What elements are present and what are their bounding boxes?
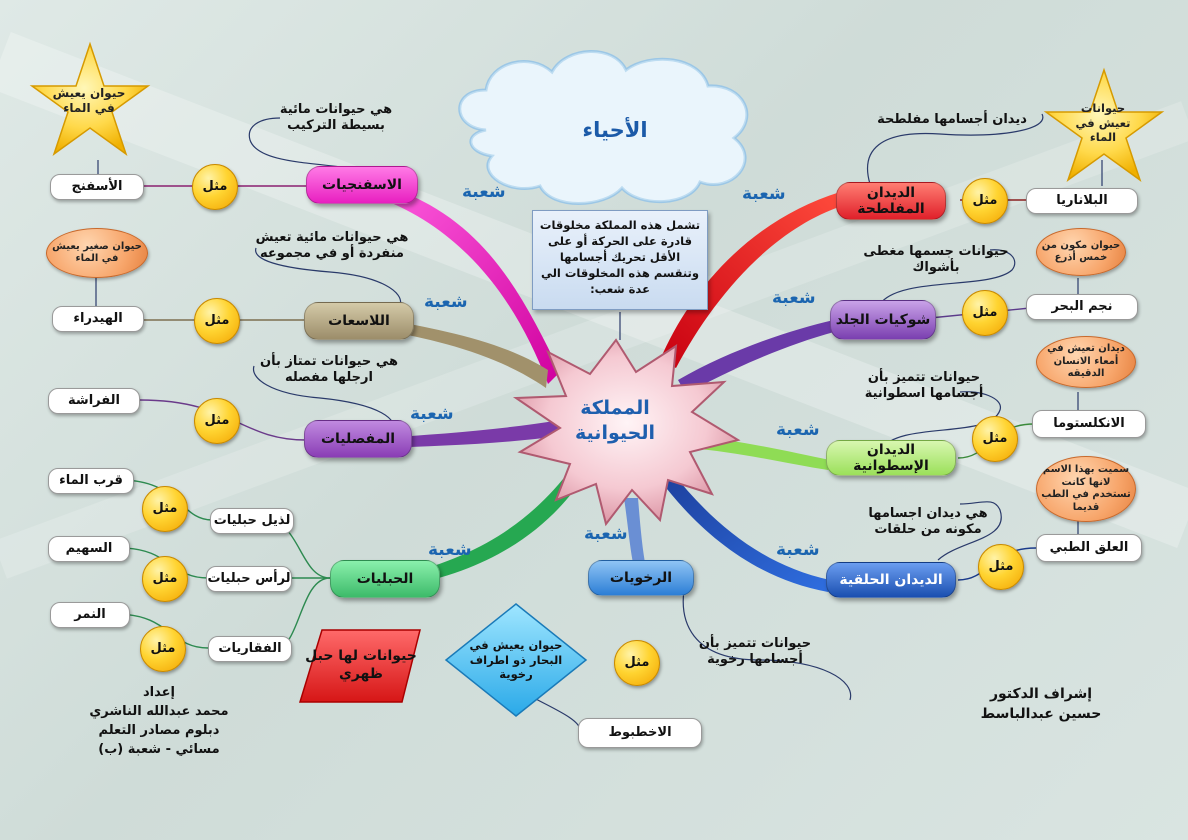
footer-left-line-4: مسائي - شعبة (ب) [98, 741, 220, 757]
branch-word-chordates: شعبة [428, 540, 472, 560]
example-badge-roundworms[interactable]: مثل [972, 416, 1018, 462]
example-roundworms[interactable]: الانكلستوما [1032, 410, 1146, 438]
branch-sponges[interactable]: الاسفنجيات [306, 166, 418, 204]
oval-note-cnidarians: حيوان صغير يعيش في الماء [46, 228, 148, 278]
desc-echinoderms: حيوانات جسمها مغطى بأشواك [863, 244, 1009, 276]
branch-word-cnidarians: شعبة [424, 292, 468, 312]
example-badge-chordates-2[interactable]: مثل [142, 556, 188, 602]
footer-prepared-by [64, 684, 254, 759]
desc-sponges: هي حيوانات مائية بسيطة التركيب [279, 102, 393, 134]
example-badge-arthropods[interactable]: مثل [194, 398, 240, 444]
footer-right-line-1: إشراف الدكتور [989, 686, 1093, 702]
star-text-sponges: حيوان يعيش في الماء [52, 86, 126, 115]
desc-annelids: هي ديدان اجسامها مكونه من حلقات [868, 506, 988, 538]
intro-box: تشمل هذه المملكة مخلوقات قادرة على الحركة أو على الأقل تحريك أجسامها وتنقسم هذه المخلوقات الي عدة شعب: [532, 210, 708, 310]
example-flatworms[interactable]: البلاناريا [1026, 188, 1138, 214]
example-chordates-2[interactable]: السهيم [48, 536, 130, 562]
desc-flatworms: ديدان أجسامها مفلطحة [877, 112, 1027, 127]
example-arthropods[interactable]: الفراشة [48, 388, 140, 414]
branch-flatworms[interactable]: الديدان المفلطحة [836, 182, 946, 220]
branch-word-annelids: شعبة [776, 540, 820, 560]
desc-cnidarians: هي حيوانات مائية تعيش منفردة أو في مجموعه [255, 230, 409, 262]
example-badge-echinoderms[interactable]: مثل [962, 290, 1008, 336]
branch-cnidarians[interactable]: اللاسعات [304, 302, 414, 340]
example-badge-chordates-3[interactable]: مثل [140, 626, 186, 672]
branch-word-mollusks: شعبة [584, 524, 628, 544]
example-badge-sponges[interactable]: مثل [192, 164, 238, 210]
example-cnidarians[interactable]: الهيدراء [52, 306, 144, 332]
example-mollusks[interactable]: الاخطبوط [578, 718, 702, 748]
center-line-1: المملكة [580, 397, 650, 420]
footer-supervisor [966, 684, 1116, 725]
subgroup-chordates-3[interactable]: الفقاريات [208, 636, 292, 662]
oval-note-echinoderms: حيوان مكون من خمس أذرع [1036, 228, 1126, 276]
subgroup-chordates-1[interactable]: لذيل حبليات [210, 508, 294, 534]
desc-mollusks: حيوانات تتميز بأن أجسامها رخوية [698, 636, 812, 668]
star-note-sponges [32, 44, 150, 154]
footer-left-line-1: إعداد [143, 685, 175, 700]
example-badge-flatworms[interactable]: مثل [962, 178, 1008, 224]
example-sponges[interactable]: الأسفنج [50, 174, 144, 200]
footer-left-line-3: دبلوم مصادر التعلم [98, 722, 220, 738]
star-note-flatworms [1046, 70, 1164, 180]
example-badge-mollusks[interactable]: مثل [614, 640, 660, 686]
branch-arthropods[interactable]: المفصليات [304, 420, 412, 458]
star-text-flatworms: حيوانات تعيش في الماء [1075, 101, 1131, 145]
subgroup-chordates-2[interactable]: لرأس حبليات [206, 566, 292, 592]
example-badge-cnidarians[interactable]: مثل [194, 298, 240, 344]
desc-roundworms: حيوانات تتميز بأن أجسامها اسطوانية [864, 370, 984, 402]
branch-mollusks[interactable]: الرخويات [588, 560, 694, 596]
example-echinoderms[interactable]: نجم البحر [1026, 294, 1138, 320]
diamond-note-mollusks: حيوان يعيش في البحار ذو اطراف رخوية [469, 638, 563, 682]
example-chordates-3[interactable]: النمر [50, 602, 130, 628]
branch-word-echinoderms: شعبة [772, 288, 816, 308]
example-badge-chordates-1[interactable]: مثل [142, 486, 188, 532]
map-title: الأحياء [582, 118, 648, 142]
oval-note-annelids: سميت بهذا الاسم لانها كانت تستخدم في الطب قديما [1036, 456, 1136, 522]
desc-arthropods: هي حيوانات تمتاز بأن ارجلها مفصله [260, 354, 398, 386]
branch-roundworms[interactable]: الديدان الإسطوانية [826, 440, 956, 476]
center-label [560, 386, 670, 456]
example-annelids[interactable]: العلق الطبي [1036, 534, 1142, 562]
note-chordates: حيوانات لها حبل ظهري [305, 647, 417, 682]
oval-note-roundworms: ديدان تعيش في أمعاء الانسان الدقيقه [1036, 336, 1136, 388]
branch-annelids[interactable]: الديدان الحلقية [826, 562, 956, 598]
branch-echinoderms[interactable]: شوكيات الجلد [830, 300, 936, 340]
branch-word-roundworms: شعبة [776, 420, 820, 440]
example-badge-annelids[interactable]: مثل [978, 544, 1024, 590]
branch-word-flatworms: شعبة [742, 184, 786, 204]
example-chordates-1[interactable]: قرب الماء [48, 468, 134, 494]
footer-right-line-2: حسين عبدالباسط [980, 706, 1102, 723]
center-line-2: الحيوانية [575, 422, 655, 444]
footer-left-line-2: محمد عبدالله الناشري [89, 703, 229, 719]
branch-word-arthropods: شعبة [410, 404, 454, 424]
branch-word-sponges: شعبة [462, 182, 506, 202]
branch-chordates[interactable]: الحبليات [330, 560, 440, 598]
